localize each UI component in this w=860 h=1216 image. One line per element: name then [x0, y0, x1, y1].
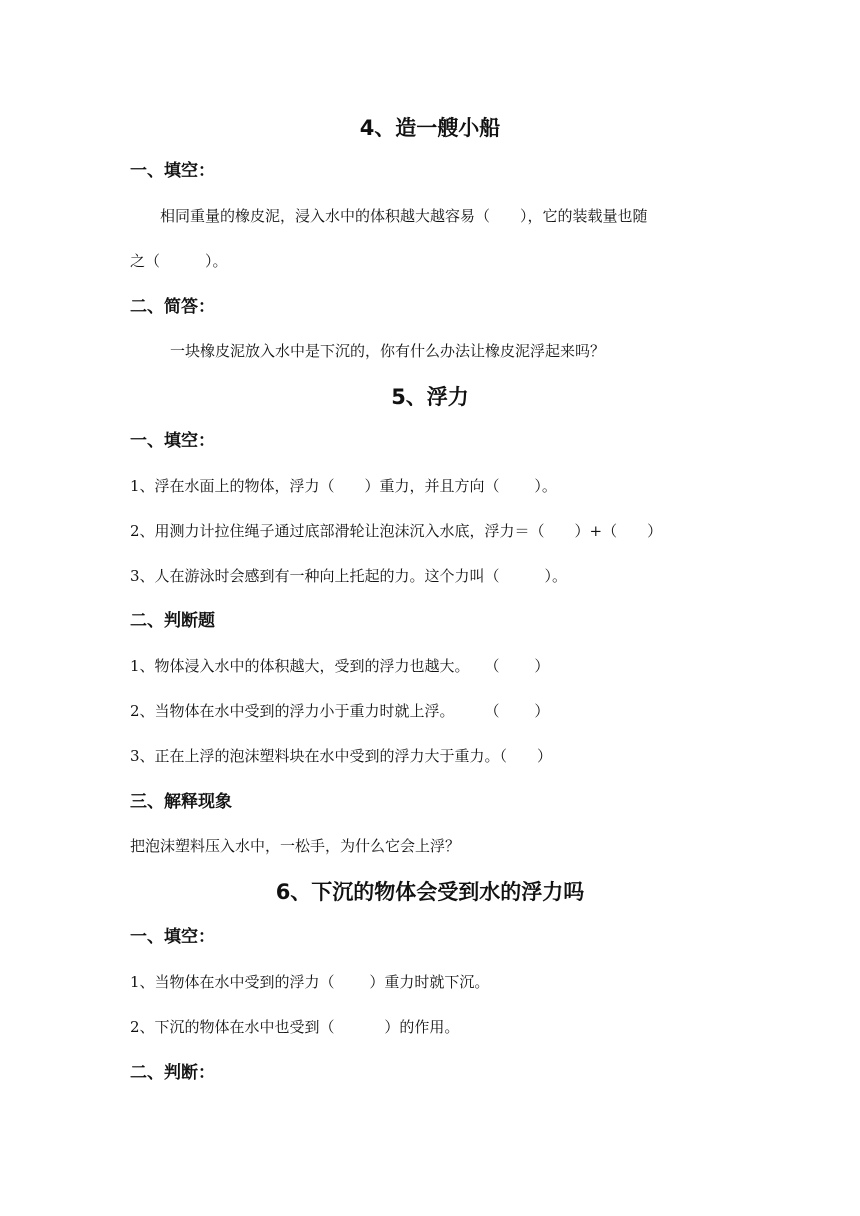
section-6-judge-heading: 二、判断：: [130, 1063, 215, 1083]
section-6-fill-heading: 一、填空：: [130, 927, 215, 947]
section-4-question: 一块橡皮泥放入水中是下沉的，你有什么办法让橡皮泥浮起来吗？: [170, 342, 606, 360]
section-5-judge-item-2: 2、当物体在水中受到的浮力小于重力时就上浮。 （ ）: [130, 702, 550, 720]
section-4-title: 4、造一艘小船: [359, 116, 501, 140]
section-5-explain-question: 把泡沫塑料压入水中，一松手，为什么它会上浮？: [130, 837, 461, 855]
section-5-explain-heading: 三、解释现象: [130, 792, 232, 812]
section-5-fill-item-1: 1、浮在水面上的物体，浮力（ ）重力，并且方向（ ）。: [130, 477, 557, 495]
section-5-fill-heading: 一、填空：: [130, 431, 215, 451]
section-5-title: 5、浮力: [391, 385, 469, 409]
section-4-fill-line-1: 相同重量的橡皮泥，浸入水中的体积越大越容易（ ），它的装载量也随: [160, 207, 648, 225]
section-5-judge-item-3: 3、正在上浮的泡沫塑料块在水中受到的浮力大于重力。（ ）: [130, 747, 553, 765]
section-5-judge-heading: 二、判断题: [130, 611, 215, 631]
section-6-title: 6、下沉的物体会受到水的浮力吗: [275, 880, 585, 904]
section-5-judge-item-1: 1、物体浸入水中的体积越大，受到的浮力也越大。 （ ）: [130, 657, 550, 675]
section-6-fill-item-1: 1、当物体在水中受到的浮力（ ）重力时就下沉。: [130, 973, 490, 991]
section-6-fill-item-2: 2、下沉的物体在水中也受到（ ）的作用。: [130, 1018, 460, 1036]
section-5-fill-item-3: 3、人在游泳时会感到有一种向上托起的力。这个力叫（ ）。: [130, 567, 568, 585]
section-5-fill-item-2: 2、用测力计拉住绳子通过底部滑轮让泡沫沉入水底，浮力＝（ ）+（ ）: [130, 522, 663, 540]
section-4-fill-line-2: 之（ ）。: [130, 252, 228, 270]
section-4-fill-heading: 一、填空：: [130, 161, 215, 181]
section-4-short-answer-heading: 二、简答：: [130, 297, 215, 317]
